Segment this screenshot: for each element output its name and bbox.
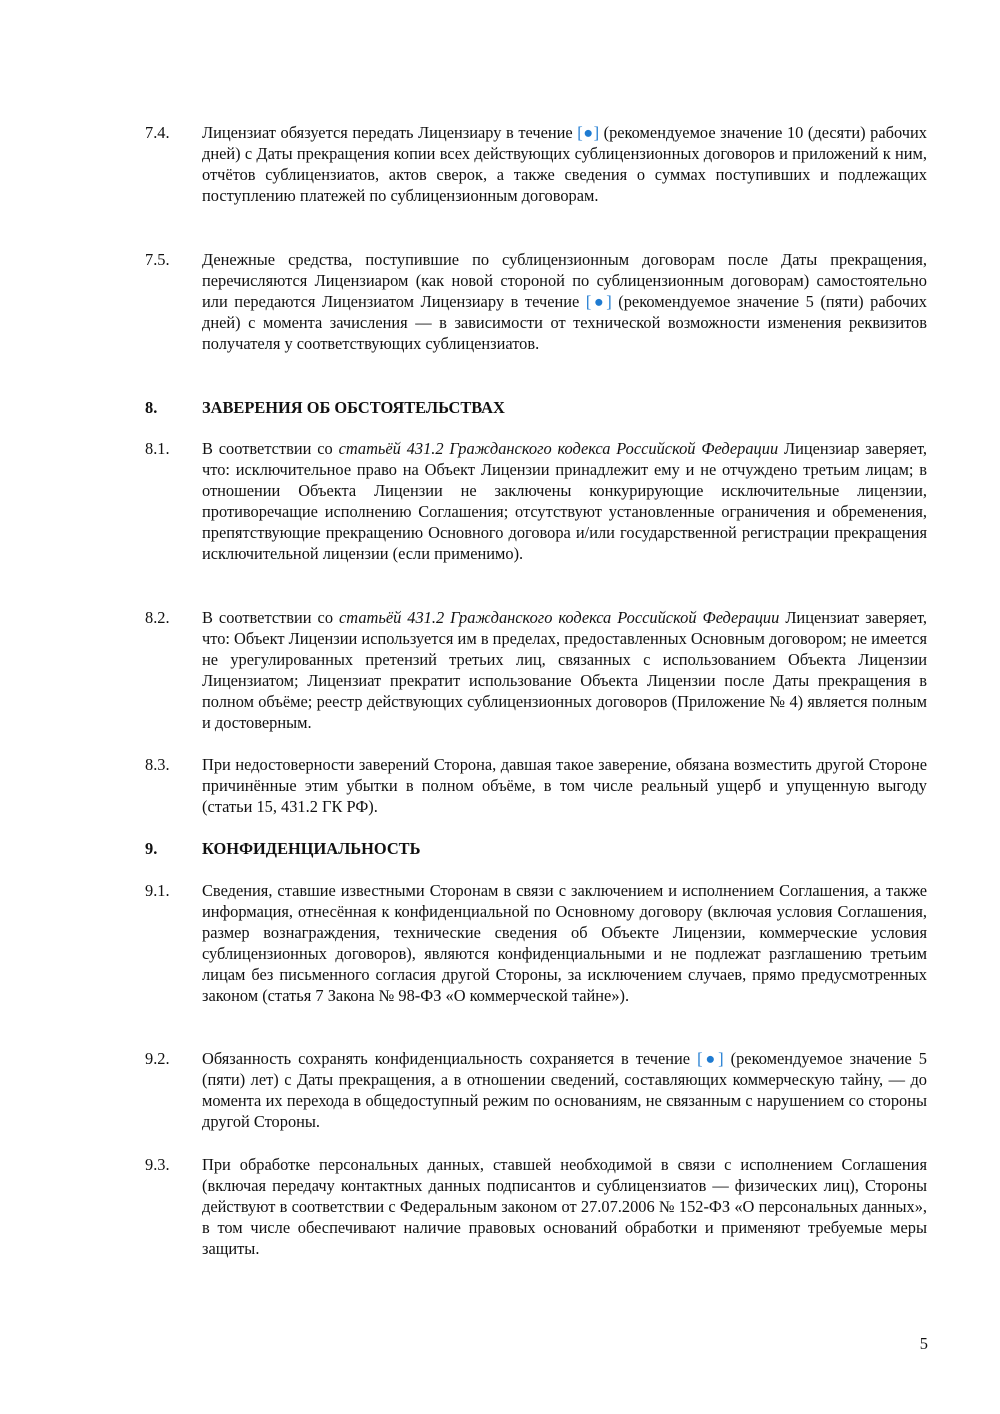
clause-text (202, 122, 927, 206)
clause-text (202, 438, 927, 564)
law-reference: статьёй 431.2 Гражданского кодекса Российской Федерации (338, 439, 779, 458)
placeholder-marker: [●] (697, 1049, 724, 1068)
clause-9-3 (145, 1154, 927, 1259)
section-8-heading (145, 397, 927, 418)
section-9-heading (145, 838, 927, 859)
clause-7-5 (145, 249, 927, 354)
clause-number: 9.1. (145, 881, 170, 900)
clause-number: 8.3. (145, 755, 170, 774)
law-reference: статьёй 431.2 Гражданского кодекса Российской Федерации (339, 608, 780, 627)
clause-text-part: Денежные средства, поступившие по сублицензионным договорам после Даты прекращения, перечисляются Лицензиаром (как новой стороной по сублицензионным договорам) самостоятельно или передаются Лицензиатом Лицензиару в течение (202, 250, 927, 311)
clause-text-part: В соответствии со (202, 608, 334, 627)
clause-8-3 (145, 754, 927, 817)
clause-8-2 (145, 607, 927, 733)
clause-text (202, 607, 927, 733)
clause-text-part: (рекомендуемое значение 5 (пяти) лет) с Даты прекращения, а в отношении сведений, составляющих коммерческую тайну, — до момента их перехода в общедоступный режим по основаниям, не связанным с нарушением со стороны другой Стороны. (202, 1049, 927, 1131)
section-number: 8. (145, 398, 158, 417)
clause-text (202, 1048, 927, 1132)
clause-number: 8.2. (145, 608, 170, 627)
clause-9-2 (145, 1048, 927, 1132)
placeholder-marker: [●] (585, 292, 612, 311)
clause-9-1 (145, 880, 927, 1006)
clause-8-1 (145, 438, 927, 564)
clause-text-part: Обязанность сохранять конфиденциальность сохраняется в течение (202, 1049, 691, 1068)
clause-text-part: В соответствии со (202, 439, 333, 458)
clause-number: 8.1. (145, 439, 170, 458)
clause-number: 9.2. (145, 1049, 170, 1068)
clause-text-part: (рекомендуемое значение 10 (десяти) рабочих дней) с Даты прекращения копии всех действующих сублицензионных договоров и приложений к ним, отчётов сублицензиатов, актов сверок, а также сведения о суммах поступивших и подлежащих поступлению платежей по сублицензионным договорам. (202, 123, 927, 205)
clause-text-part: Лицензиар заверяет, что: исключительное право на Объект Лицензии принадлежит ему и не отчуждено третьим лицам; в отношении Объекта Лицензии не заключены конкурирующие исключительные лицензии, противоречащие исполнению Соглашения; отсутствуют установленные ограничения и обременения, препятствующие прекращению Основного договора и/или государственной регистрации прекращения исключительной лицензии (если применимо). (202, 439, 927, 563)
clause-text-part: Лицензиат заверяет, что: Объект Лицензии используется им в пределах, предоставленных Основным договором; не имеется не урегулированных претензий третьих лиц, связанных с использованием Объекта Лицензии Лицензиатом; Лицензиат прекратит использование Объекта Лицензии после Даты прекращения в полном объёме; реестр действующих сублицензионных договоров (Приложение № 4) является полным и достоверным. (202, 608, 927, 732)
page-number: 5 (919, 1334, 928, 1353)
clause-number: 7.4. (145, 123, 170, 142)
clause-number: 7.5. (145, 250, 170, 269)
section-title: КОНФИДЕНЦИАЛЬНОСТЬ (202, 839, 421, 858)
clause-7-4 (145, 122, 927, 206)
clause-number: 9.3. (145, 1155, 170, 1174)
clause-text-part: (рекомендуемое значение 5 (пяти) рабочих дней) с момента зачисления — в зависимости от технической возможности изменения реквизитов получателя у соответствующих сублицензиатов. (202, 292, 927, 353)
section-title: ЗАВЕРЕНИЯ ОБ ОБСТОЯТЕЛЬСТВАХ (202, 398, 505, 417)
placeholder-marker: [●] (577, 123, 600, 142)
clause-text: При недостоверности заверений Сторона, давшая такое заверение, обязана возместить другой Стороне причинённые этим убытки в полном объёме, в том числе реальный ущерб и упущенную выгоду (статьи 15, 431.2 ГК РФ). (202, 755, 927, 816)
clause-text: При обработке персональных данных, ставшей необходимой в связи с исполнением Соглашения (включая передачу контактных данных подписантов и сублицензиатов — физических лиц), Стороны действуют в соответствии с Федеральным законом от 27.07.2006 № 152-ФЗ «О персональных данных», в том числе обеспечивают наличие правовых оснований обработки и применяют требуемые меры защиты. (202, 1155, 927, 1258)
section-number: 9. (145, 839, 158, 858)
clause-text-part: Лицензиат обязуется передать Лицензиару в течение (202, 123, 573, 142)
clause-text: Сведения, ставшие известными Сторонам в связи с заключением и исполнением Соглашения, а также информация, отнесённая к конфиденциальной по Основному договору (включая условия Соглашения, размер вознаграждения, технические сведения об Объекте Лицензии, коммерческие условия сублицензионных договоров), являются конфиденциальными и не подлежат разглашению третьим лицам без письменного согласия другой Стороны, за исключением случаев, прямо предусмотренных законом (статья 7 Закона № 98-ФЗ «О коммерческой тайне»). (202, 881, 927, 1005)
clause-text (202, 249, 927, 354)
